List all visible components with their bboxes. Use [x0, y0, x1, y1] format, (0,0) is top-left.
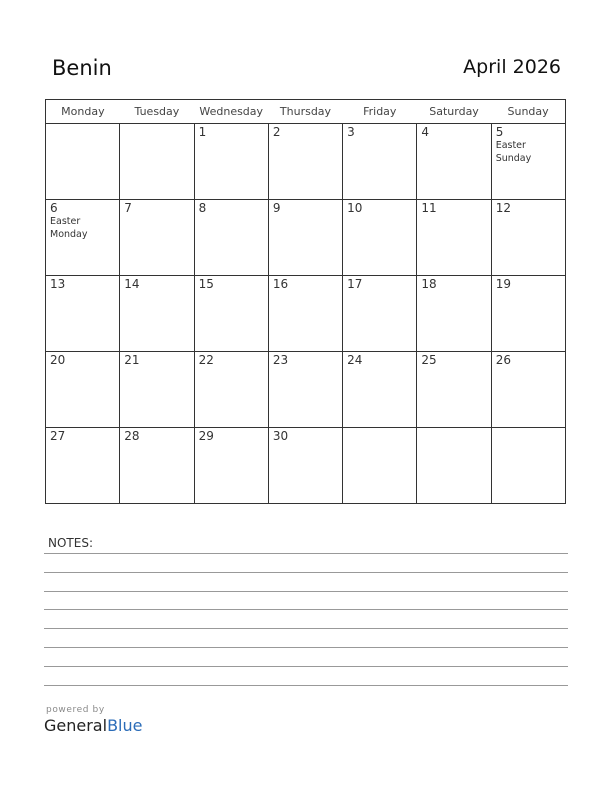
day-cell: [417, 276, 491, 352]
holiday-label: Easter: [495, 140, 526, 151]
day-cell: [194, 124, 268, 200]
day-number: 14: [124, 277, 140, 291]
day-number: 22: [198, 353, 214, 367]
week-row: [46, 124, 566, 200]
week-row: [46, 200, 566, 276]
day-number: 9: [272, 201, 281, 215]
day-number: 10: [347, 201, 363, 215]
day-number: 18: [421, 277, 437, 291]
day-number: 27: [50, 429, 66, 443]
day-number: 30: [272, 429, 289, 443]
day-cell: [491, 428, 565, 504]
day-number: 17: [347, 277, 363, 291]
day-cell: [268, 428, 342, 504]
day-cell: [268, 352, 342, 428]
day-number: 7: [124, 201, 132, 215]
day-number: 8: [198, 201, 207, 215]
weekday-header: Monday: [46, 100, 120, 124]
weekday-header: Thursday: [268, 100, 342, 124]
day-number: 5: [495, 125, 504, 139]
brand-logo-part1: General: [44, 716, 108, 735]
notes-label: NOTES:: [48, 536, 93, 550]
day-cell: [417, 352, 491, 428]
note-line: [44, 666, 568, 667]
weekday-header: Saturday: [417, 100, 491, 124]
day-number: 28: [124, 429, 140, 443]
day-cell: [268, 276, 342, 352]
day-cell: [343, 352, 417, 428]
day-cell: [491, 124, 565, 200]
day-number: 29: [198, 429, 214, 443]
day-number: 15: [198, 277, 214, 291]
day-cell: [194, 428, 268, 504]
month-title: April 2026: [463, 56, 561, 78]
day-cell: [120, 352, 194, 428]
brand-logo-part2: Blue: [107, 716, 143, 735]
day-number: 4: [421, 125, 430, 139]
day-cell: [46, 124, 120, 200]
country-title: Benin: [52, 56, 112, 80]
day-number: 6: [50, 201, 58, 215]
day-cell: [491, 276, 565, 352]
week-row: [46, 276, 566, 352]
day-cell: [491, 352, 565, 428]
day-number: 3: [347, 125, 355, 139]
note-line: [44, 591, 568, 592]
day-cell: [343, 428, 417, 504]
weekday-header: Sunday: [491, 100, 565, 124]
day-cell: [46, 428, 120, 504]
day-cell: [194, 352, 268, 428]
day-cell: [343, 276, 417, 352]
weekday-header: Tuesday: [120, 100, 194, 124]
note-line: [44, 628, 568, 629]
holiday-label: Sunday: [495, 152, 532, 164]
day-number: 1: [198, 125, 207, 139]
day-number: 24: [347, 353, 363, 367]
day-number: 19: [495, 277, 511, 291]
day-cell: [343, 124, 417, 200]
day-number: 13: [50, 277, 66, 291]
day-cell: [491, 200, 565, 276]
day-cell: [343, 200, 417, 276]
week-row: [46, 428, 566, 504]
note-line: [44, 685, 568, 686]
weekday-header: Friday: [343, 100, 417, 124]
holiday-label: Easter: [50, 216, 81, 227]
week-row: [46, 352, 566, 428]
day-cell: [120, 200, 194, 276]
day-cell: [46, 276, 120, 352]
calendar-grid: [45, 99, 566, 504]
weekday-header: Wednesday: [194, 100, 268, 124]
day-number: 26: [495, 353, 511, 367]
day-cell: [46, 200, 120, 276]
day-cell: [417, 200, 491, 276]
powered-by-text: powered by: [46, 705, 105, 715]
day-number: 25: [421, 353, 437, 367]
holiday-label: Monday: [50, 228, 88, 240]
day-cell: [46, 352, 120, 428]
day-cell: [120, 276, 194, 352]
day-cell: [194, 276, 268, 352]
day-cell: [120, 124, 194, 200]
day-number: 23: [272, 353, 289, 367]
day-cell: [268, 124, 342, 200]
day-cell: [417, 428, 491, 504]
note-line: [44, 553, 568, 554]
day-cell: [194, 200, 268, 276]
day-cell: [268, 200, 342, 276]
day-cell: [417, 124, 491, 200]
day-number: 21: [124, 353, 140, 367]
day-number: 11: [421, 201, 437, 215]
day-number: 20: [50, 353, 66, 367]
weekday-header-row: [46, 100, 566, 124]
day-number: 12: [495, 201, 511, 215]
note-line: [44, 647, 568, 648]
day-number: 2: [272, 125, 281, 139]
brand-logo[interactable]: [44, 716, 142, 735]
day-number: 16: [272, 277, 289, 291]
note-line: [44, 609, 568, 610]
note-line: [44, 572, 568, 573]
day-cell: [120, 428, 194, 504]
